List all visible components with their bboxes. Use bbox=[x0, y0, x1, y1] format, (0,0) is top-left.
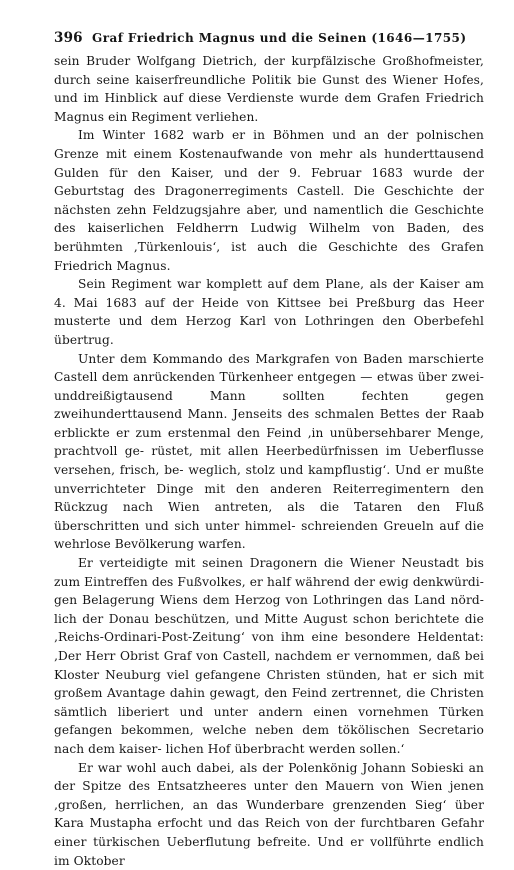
page-number: 396 bbox=[54, 30, 83, 46]
page-header bbox=[54, 26, 484, 50]
paragraph-regiment-complete: Sein Regiment war komplett auf dem Plane, als der Kaiser am 4. Mai 1683 auf der Heide von Kittsee bei Preßburg das Heer musterte und dem Herzog Karl von Lothringen den Oberbefehl übertrug. bbox=[54, 277, 484, 347]
book-page bbox=[54, 26, 484, 870]
running-head: Graf Friedrich Magnus und die Seinen (1646—1755) bbox=[92, 31, 467, 45]
body-text bbox=[54, 52, 484, 870]
paragraph-wiener-neustadt: Er verteidigte mit seinen Dragonern die Wiener Neustadt bis zum Eintreffen des Fußvolkes, er half während der ewig denkwürdi- gen Belagerung Wiens dem Herzog von Lothringen das Land nörd- lich der Donau beschützen, und Mitte August schon berichtete die ‚Reichs-Ordinari-Post-Zeitung‘ von ihm eine besondere Heldentat: ‚Der Herr Obrist Graf von Castell, nachdem er vernommen, daß bei Kloster Neuburg viel gefangene Christen stünden, hat er sich mit großem Avantage dahin gewagt, den Feind zertrennet, die Christen sämtlich liberiert und unter andern einen vornehmen Türken gefangen bekommen, welche neben dem tökölischen Secretario nach dem kaiser- lichen Hof überbracht werden sollen.‘ bbox=[54, 556, 484, 756]
paragraph-markgraf-command: Unter dem Kommando des Markgrafen von Baden marschierte Castell dem anrückenden Türkenheer entgegen — etwas über zwei- unddreißigtausend Mann sollten fechten gegen zweihunderttausend Mann. Jenseits des schmalen Bettes der Raab erblickte er zum erstenmal den Feind ‚in unübersehbarer Menge, prachtvoll ge- rüstet, mit allen Heerbedürfnissen im Ueberflusse versehen, frisch, be- weglich, stolz und kampflustig‘. Und er mußte unverrichteter Dinge mit den anderen Reiterregimentern den Rückzug nach Wien antreten, als die Tataren den Fluß überschritten und sich unter himmel- schreienden Greueln auf die wehrlose Bevölkerung warfen. bbox=[54, 351, 484, 552]
paragraph-continuation: sein Bruder Wolfgang Dietrich, der kurpfälzische Großhofmeister, durch seine kaiserfreundliche Politik bie Gunst des Wiener Hofes, und im Hinblick auf diese Verdienste wurde dem Grafen Friedrich Magnus ein Regiment verliehen. bbox=[54, 54, 484, 124]
paragraph-winter-1682: Im Winter 1682 warb er in Böhmen und an der polnischen Grenze mit einem Kostenaufwande von mehr als hunderttausend Gulden für den Kaiser, und der 9. Februar 1683 wurde der Geburtstag des Dragonerregiments Castell. Die Geschichte der nächsten zehn Feldzugsjahre aber, und namentlich die Geschichte des kaiserlichen Feldherrn Ludwig Wilhelm von Baden, des berühmten ‚Türkenlouis‘, ist auch die Geschichte des Grafen Friedrich Magnus. bbox=[54, 128, 484, 273]
paragraph-sobieski: Er war wohl auch dabei, als der Polenkönig Johann Sobieski an der Spitze des Entsatzheeres unter den Mauern von Wien jenen ‚großen, herrlichen, an das Wunderbare grenzenden Sieg‘ über Kara Mustapha erfocht und das Reich von der furchtbaren Gefahr einer türkischen Ueberflutung befreite. Und er vollführte endlich im Oktober bbox=[54, 760, 484, 868]
